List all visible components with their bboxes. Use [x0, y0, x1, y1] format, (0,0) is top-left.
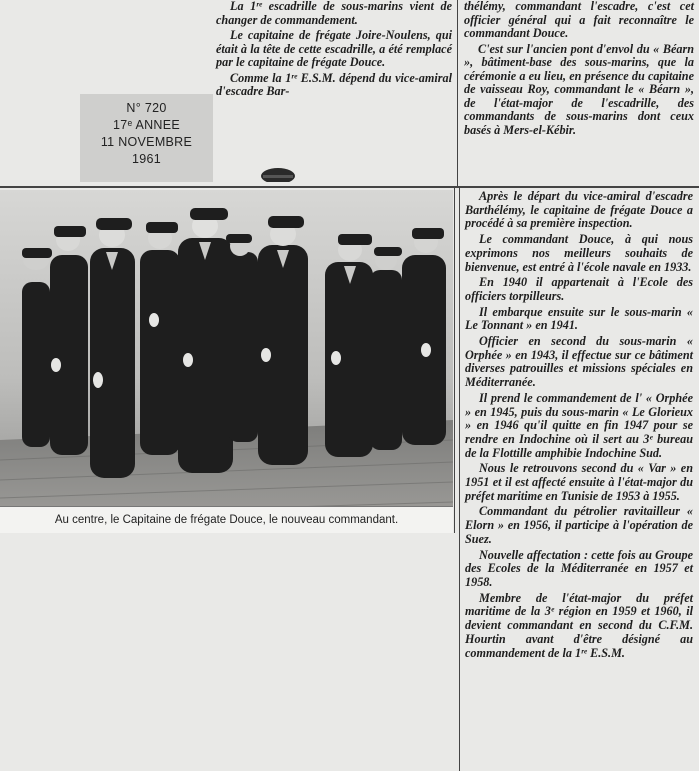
horizontal-rule [0, 186, 699, 188]
vertical-rule [454, 188, 455, 533]
paragraph: Membre de l'état-major du préfet maritime de la 3ᵉ région en 1959 et 1960, il devient commandant en second du C.F.M. Hourtin avant d'être désigné au commandement de la 1ʳᵉ E.S.M. [465, 590, 693, 660]
article-column-right [465, 190, 693, 662]
paragraph: Nous le retrouvons second du « Var » en 1951 et il est affecté ensuite à l'état-major du préfet maritime en Tunisie de 1953 à 1955. [465, 461, 693, 503]
paragraph: Après le départ du vice-amiral d'escadre Barthélémy, le capitaine de frégate Douce a procédé à sa première inspection. [465, 189, 693, 231]
paragraph: Le commandant Douce, à qui nous exprimons nos meilleurs souhaits de bienvenue, est entré à l'école navale en 1933. [465, 232, 693, 274]
paragraph: Il embarque ensuite sur le sous-marin « Le Tonnant » en 1941. [465, 304, 693, 333]
paragraph: Commandant du pétrolier ravitailleur « Elorn » en 1956, il participe à l'opération de Suez. [465, 504, 693, 546]
paragraph: C'est sur l'ancien pont d'envol du « Béarn », bâtiment-base des sous-marins, que la cérémonie a eu lieu, en présence du capitaine de vaisseau Roy, commandant le « Béarn », de l'état-major de l'escadrille, des commandants de sous-marins dont ceux basés à Mers-el-Kébir. [464, 41, 694, 137]
officers-photo [0, 190, 453, 532]
issue-date: 11 NOVEMBRE [100, 135, 193, 149]
paragraph: Nouvelle affectation : cette fois au Groupe des Ecoles de la Méditerranée en 1957 et 1958. [465, 547, 693, 589]
paragraph: La 1ʳᵉ escadrille de sous-marins vient de changer de commandement. [216, 0, 452, 27]
vertical-rule [459, 188, 460, 771]
issue-year-number: 1961 [131, 152, 161, 166]
issue-year: 17ᵉ ANNEE [112, 118, 181, 132]
paragraph: Comme la 1ʳᵉ E.S.M. dépend du vice-amiral d'escadre Bar- [216, 70, 452, 98]
paragraph: En 1940 il appartenait à l'Ecole des officiers torpilleurs. [465, 275, 693, 303]
paragraph: Officier en second du sous-marin « Orphée » en 1943, il effectue sur ce bâtiment diverses patrouilles et missions spéciales en Méditerranée. [465, 334, 693, 390]
issue-info-box [80, 94, 213, 182]
photo-caption: Au centre, le Capitaine de frégate Douce, le nouveau commandant. [0, 506, 453, 533]
photo-fragment [260, 162, 296, 182]
issue-number: N° 720 [126, 101, 167, 115]
article-column-top-left [216, 0, 452, 101]
article-column-top-right [464, 0, 694, 139]
vertical-rule [457, 0, 458, 186]
paragraph: Le capitaine de frégate Joire-Noulens, qui était à la tête de cette escadrille, a été remplacé par le capitaine de frégate Douce. [216, 28, 452, 69]
paragraph: Il prend le commandement de l' « Orphée » en 1945, puis du sous-marin « Le Glorieux » en 1946 qu'il quitte en fin 1947 pour se rendre en Indochine où il sert au 3ᵉ bureau de la Flottille amphibie Indochine Sud. [465, 390, 693, 460]
paragraph: thélémy, commandant l'escadre, c'est cet officier général qui a fait reconnaître le commandant Douce. [464, 0, 694, 40]
